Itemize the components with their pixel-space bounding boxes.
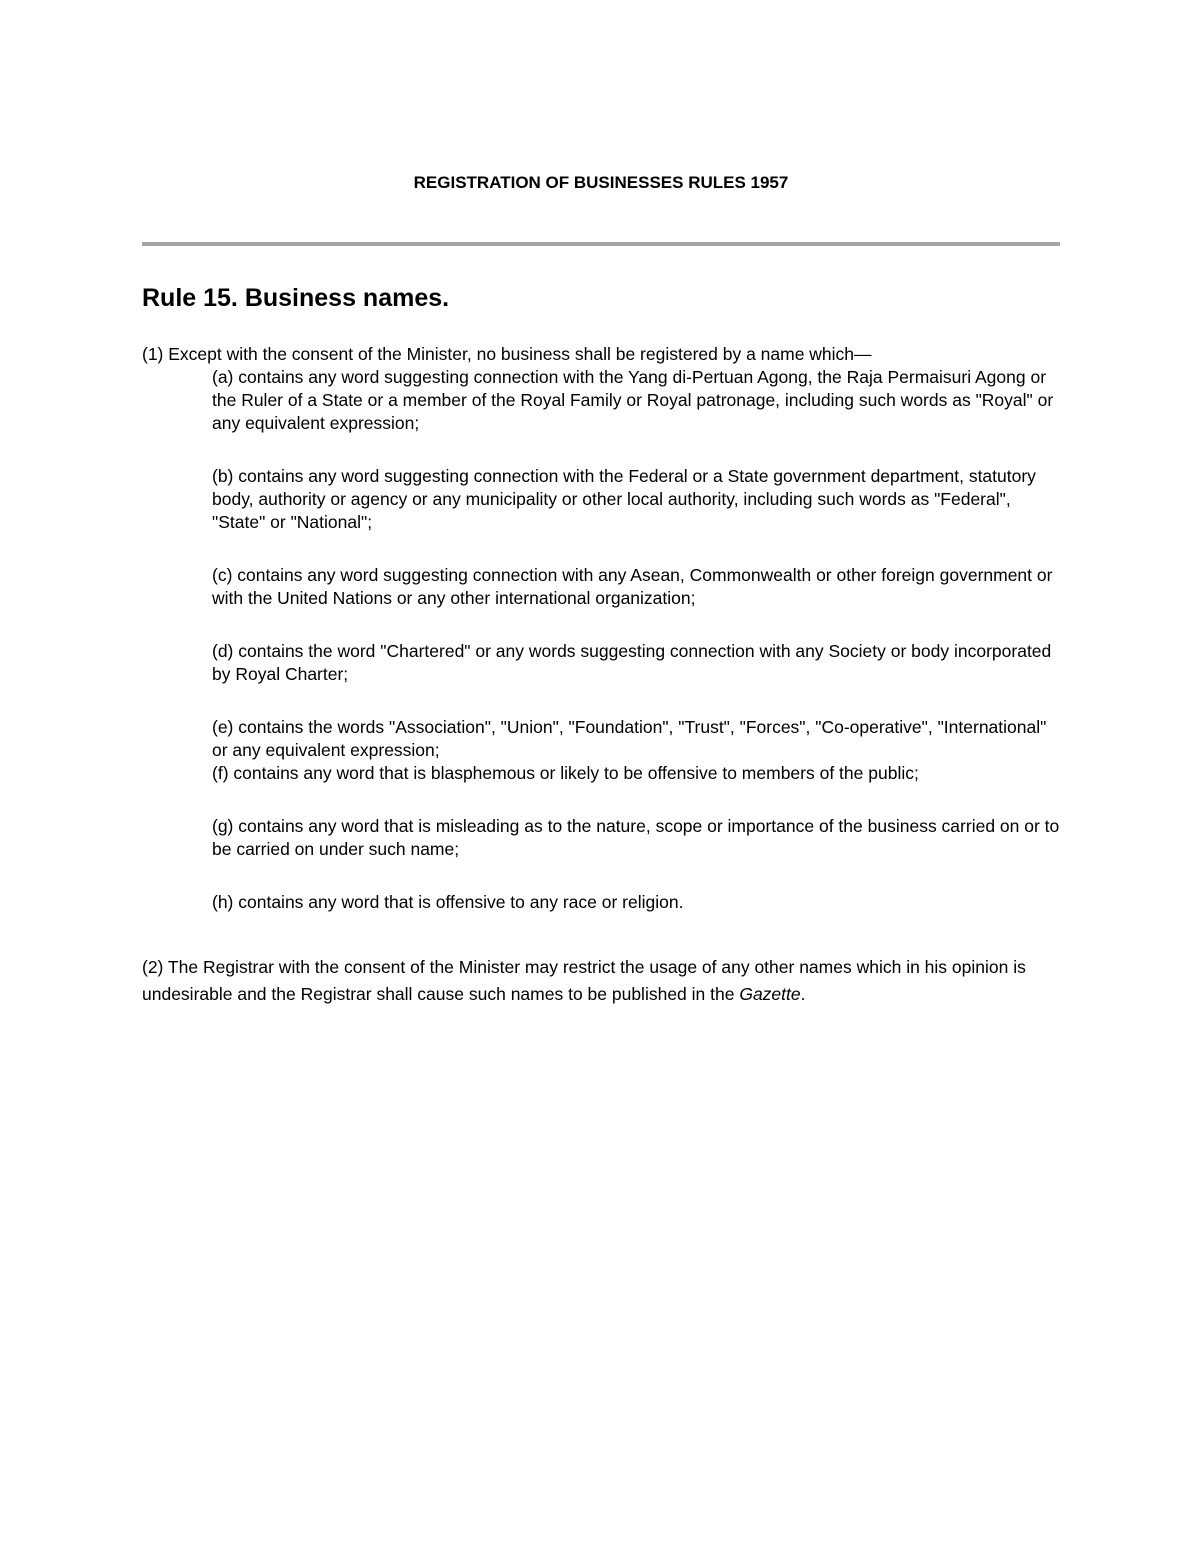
item-e: (e) contains the words "Association", "Union", "Foundation", "Trust", "Forces", "Co-operative", "International" or any equivalent expression; xyxy=(212,717,1047,760)
item-a: (a) contains any word suggesting connection with the Yang di-Pertuan Agong, the Raja Permaisuri Agong or the Ruler of a State or a member of the Royal Family or Royal patronage, including such words as "Royal" or any equivalent expression; xyxy=(212,367,1054,433)
gazette-word: Gazette xyxy=(739,984,801,1004)
subrule-1-intro: (1) Except with the consent of the Minister, no business shall be registered by a name which— xyxy=(142,344,872,364)
item-d: (d) contains the word "Chartered" or any words suggesting connection with any Society or body incorporated by Royal Charter; xyxy=(212,641,1052,684)
item-f: (f) contains any word that is blasphemous or likely to be offensive to members of the public; xyxy=(212,763,919,783)
subrule-1-items xyxy=(212,366,1062,914)
header-divider xyxy=(142,242,1060,246)
subrule-2 xyxy=(142,954,1060,1008)
subrule-2-end: . xyxy=(800,984,806,1004)
item-b: (b) contains any word suggesting connection with the Federal or a State government department, statutory body, authority or agency or any municipality or other local authority, including such words as "Federal", "State" or "National"; xyxy=(212,466,1036,532)
rule-heading: Rule 15. Business names. xyxy=(142,284,450,312)
item-c: (c) contains any word suggesting connection with any Asean, Commonwealth or other foreign government or with the United Nations or any other international organization; xyxy=(212,565,1053,608)
item-h: (h) contains any word that is offensive to any race or religion. xyxy=(212,892,684,912)
item-g: (g) contains any word that is misleading as to the nature, scope or importance of the business carried on or to be carried on under such name; xyxy=(212,816,1060,859)
document-title: REGISTRATION OF BUSINESSES RULES 1957 xyxy=(413,173,789,192)
subrule-2-text: (2) The Registrar with the consent of the Minister may restrict the usage of any other names which in his opinion is undesirable and the Registrar shall cause such names to be published in the xyxy=(142,957,1026,1004)
